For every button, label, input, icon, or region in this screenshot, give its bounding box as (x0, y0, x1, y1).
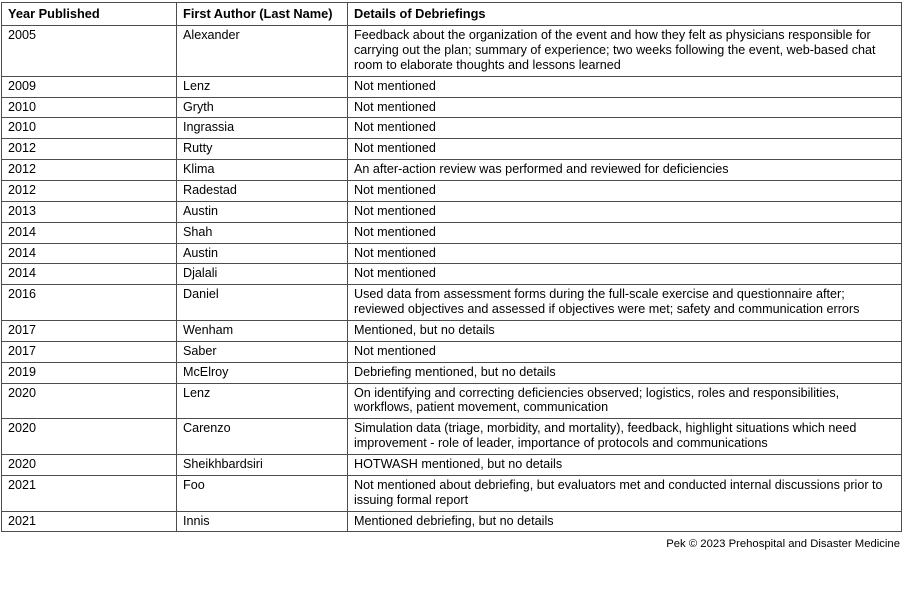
cell-details-of-debriefings: Not mentioned (348, 341, 902, 362)
table-row (2, 511, 902, 532)
cell-first-author: Carenzo (177, 419, 348, 455)
cell-year-published: 2012 (2, 160, 177, 181)
table-row (2, 383, 902, 419)
table-header-row (2, 3, 902, 26)
table-row (2, 341, 902, 362)
cell-year-published: 2017 (2, 341, 177, 362)
cell-first-author: Wenham (177, 320, 348, 341)
cell-details-of-debriefings: Simulation data (triage, morbidity, and mortality), feedback, highlight situations which need improvement - role of leader, importance of protocols and communications (348, 419, 902, 455)
table-row (2, 180, 902, 201)
cell-first-author: Lenz (177, 383, 348, 419)
cell-year-published: 2013 (2, 201, 177, 222)
cell-first-author: Innis (177, 511, 348, 532)
cell-first-author: Djalali (177, 264, 348, 285)
cell-details-of-debriefings: Mentioned, but no details (348, 320, 902, 341)
column-header-year-published: Year Published (2, 3, 177, 26)
column-header-first-author: First Author (Last Name) (177, 3, 348, 26)
cell-details-of-debriefings: Not mentioned about debriefing, but evaluators met and conducted internal discussions prior to issuing formal report (348, 475, 902, 511)
cell-details-of-debriefings: Not mentioned (348, 97, 902, 118)
cell-year-published: 2020 (2, 455, 177, 476)
table-row (2, 76, 902, 97)
cell-first-author: Ingrassia (177, 118, 348, 139)
cell-first-author: Austin (177, 201, 348, 222)
table-body (2, 26, 902, 532)
table-row (2, 222, 902, 243)
cell-first-author: Lenz (177, 76, 348, 97)
cell-first-author: Alexander (177, 26, 348, 77)
cell-first-author: Shah (177, 222, 348, 243)
cell-year-published: 2010 (2, 97, 177, 118)
table-row (2, 362, 902, 383)
cell-year-published: 2020 (2, 383, 177, 419)
table-row (2, 285, 902, 321)
cell-first-author: Sheikhbardsiri (177, 455, 348, 476)
cell-year-published: 2020 (2, 419, 177, 455)
cell-first-author: Gryth (177, 97, 348, 118)
cell-details-of-debriefings: Mentioned debriefing, but no details (348, 511, 902, 532)
cell-year-published: 2014 (2, 243, 177, 264)
cell-details-of-debriefings: Not mentioned (348, 180, 902, 201)
table-row (2, 139, 902, 160)
cell-first-author: Daniel (177, 285, 348, 321)
cell-year-published: 2012 (2, 180, 177, 201)
table-row (2, 26, 902, 77)
cell-year-published: 2010 (2, 118, 177, 139)
table-header (2, 3, 902, 26)
table-row (2, 160, 902, 181)
cell-first-author: Saber (177, 341, 348, 362)
table-row (2, 264, 902, 285)
cell-details-of-debriefings: Feedback about the organization of the event and how they felt as physicians responsible for carrying out the plan; summary of experience; two weeks following the event, web-based chat room to elaborate thoughts and lessons learned (348, 26, 902, 77)
document-page (0, 2, 904, 600)
cell-details-of-debriefings: On identifying and correcting deficiencies observed; logistics, roles and responsibilities, workflows, patient movement, communication (348, 383, 902, 419)
cell-first-author: Rutty (177, 139, 348, 160)
cell-details-of-debriefings: Not mentioned (348, 76, 902, 97)
cell-year-published: 2009 (2, 76, 177, 97)
table-row (2, 455, 902, 476)
table-row (2, 243, 902, 264)
cell-first-author: Klima (177, 160, 348, 181)
table-row (2, 475, 902, 511)
debriefings-table (1, 2, 902, 532)
table-row (2, 118, 902, 139)
cell-details-of-debriefings: Not mentioned (348, 139, 902, 160)
cell-first-author: Austin (177, 243, 348, 264)
cell-year-published: 2021 (2, 475, 177, 511)
cell-first-author: Foo (177, 475, 348, 511)
cell-details-of-debriefings: Not mentioned (348, 118, 902, 139)
table-row (2, 201, 902, 222)
cell-details-of-debriefings: Not mentioned (348, 264, 902, 285)
footer-credit: Pek © 2023 Prehospital and Disaster Medicine (666, 538, 900, 551)
cell-details-of-debriefings: An after-action review was performed and reviewed for deficiencies (348, 160, 902, 181)
cell-year-published: 2021 (2, 511, 177, 532)
cell-year-published: 2017 (2, 320, 177, 341)
cell-year-published: 2012 (2, 139, 177, 160)
table-row (2, 419, 902, 455)
cell-details-of-debriefings: Debriefing mentioned, but no details (348, 362, 902, 383)
cell-year-published: 2019 (2, 362, 177, 383)
cell-details-of-debriefings: HOTWASH mentioned, but no details (348, 455, 902, 476)
cell-details-of-debriefings: Used data from assessment forms during the full-scale exercise and questionnaire after; reviewed objectives and assessed if objectives were met; safety and communication errors (348, 285, 902, 321)
column-header-details-of-debriefings: Details of Debriefings (348, 3, 902, 26)
cell-first-author: Radestad (177, 180, 348, 201)
cell-details-of-debriefings: Not mentioned (348, 243, 902, 264)
cell-year-published: 2016 (2, 285, 177, 321)
cell-year-published: 2014 (2, 264, 177, 285)
cell-first-author: McElroy (177, 362, 348, 383)
cell-details-of-debriefings: Not mentioned (348, 222, 902, 243)
cell-year-published: 2005 (2, 26, 177, 77)
cell-details-of-debriefings: Not mentioned (348, 201, 902, 222)
table-row (2, 320, 902, 341)
table-row (2, 97, 902, 118)
cell-year-published: 2014 (2, 222, 177, 243)
